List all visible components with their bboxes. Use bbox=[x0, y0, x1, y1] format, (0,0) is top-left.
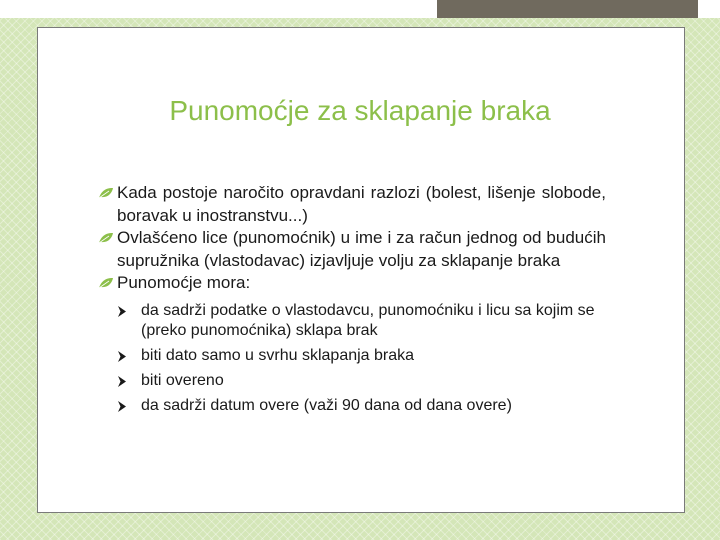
sub-bullet-text: biti overeno bbox=[141, 371, 224, 389]
sub-bullet-text: da sadrži datum overe (važi 90 dana od dana overe) bbox=[141, 396, 512, 414]
arrow-right-icon bbox=[117, 376, 127, 387]
bullet-text: Punomoćje mora: bbox=[117, 273, 251, 292]
sub-bullet-text: da sadrži podatke o vlastodavcu, punomoćniku i licu sa kojim se (preko punomoćnika) sklapa brak bbox=[141, 301, 595, 339]
bullet-item bbox=[98, 227, 606, 272]
sub-bullet-item bbox=[117, 346, 606, 366]
arrow-right-icon bbox=[117, 351, 127, 362]
leaf-icon bbox=[98, 187, 114, 199]
leaf-icon bbox=[98, 277, 114, 289]
sub-bullet-list bbox=[117, 301, 606, 416]
sub-bullet-item bbox=[117, 301, 606, 341]
arrow-right-icon bbox=[117, 306, 127, 317]
bullet-item bbox=[98, 182, 606, 227]
sub-bullet-text: biti dato samo u svrhu sklapanja braka bbox=[141, 346, 415, 364]
leaf-icon bbox=[98, 232, 114, 244]
arrow-right-icon bbox=[117, 401, 127, 412]
bullet-text: Kada postoje naročito opravdani razlozi (bolest, lišenje slobode, boravak u inostranstvu...) bbox=[117, 183, 606, 225]
sub-bullet-item bbox=[117, 371, 606, 391]
header-accent-box bbox=[437, 0, 698, 18]
bullet-item bbox=[98, 272, 606, 416]
bullet-list bbox=[98, 182, 606, 421]
slide-title: Punomoćje za sklapanje braka bbox=[169, 95, 551, 126]
sub-bullet-item bbox=[117, 396, 606, 416]
bullet-text: Ovlašćeno lice (punomoćnik) u ime i za račun jednog od budućih supružnika (vlastodavac) izjavljuje volju za sklapanje braka bbox=[117, 228, 606, 270]
